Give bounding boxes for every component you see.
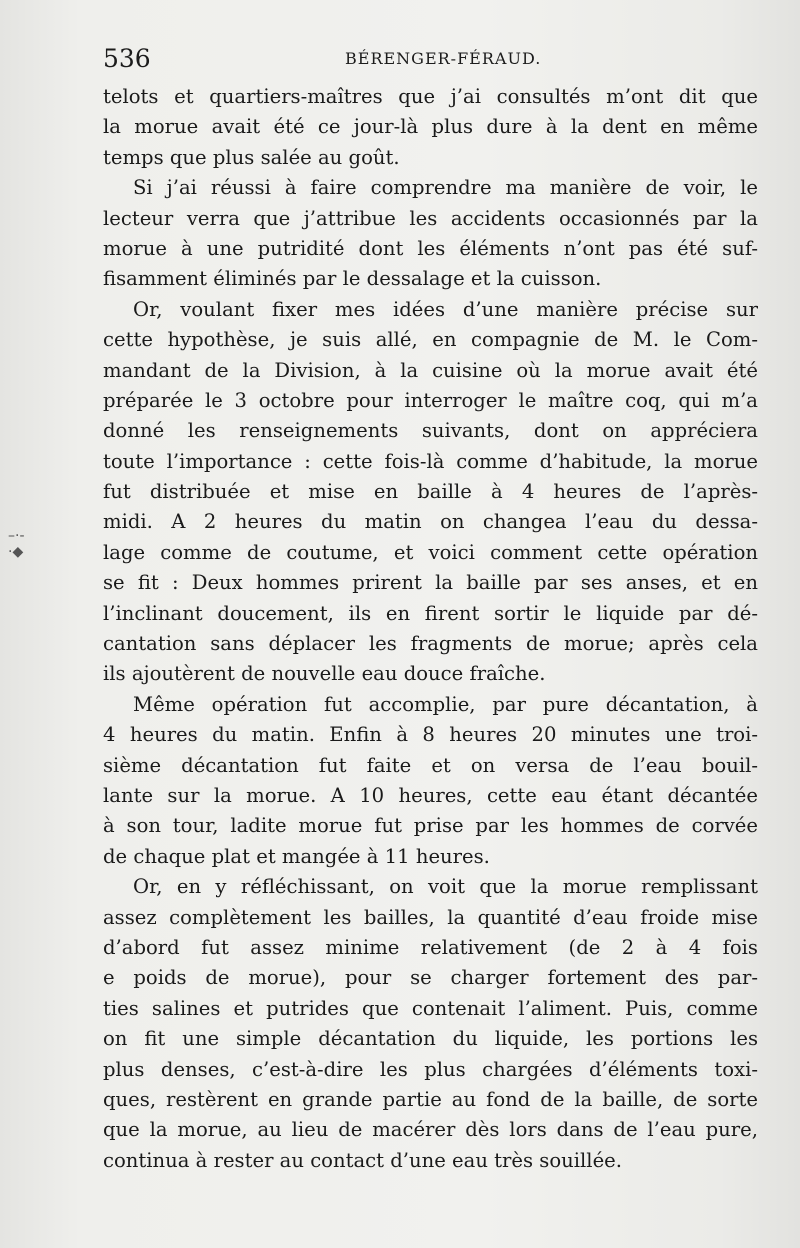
text-line: temps que plus salée au goût. [103, 145, 400, 169]
text-line: à son tour, ladite morue fut prise par les hommes de corvée [103, 814, 758, 838]
text-line: telots et quartiers-maîtres que j’ai consultés m’ont dit que [103, 85, 758, 108]
text-line: Même opération fut accomplie, par pure décantation, à [133, 692, 758, 716]
text-line: se fit : Deux hommes prirent la baille par ses anses, et en [103, 571, 758, 595]
text-line: mandant de la Division, à la cuisine où la morue avait été [103, 358, 758, 382]
text-line: assez complètement les bailles, la quantité d’eau froide mise [103, 905, 758, 929]
text-line: de chaque plat et mangée à 11 heures. [103, 844, 490, 868]
text-line: que la morue, au lieu de macérer dès lors dans de l’eau pure, [103, 1118, 758, 1142]
running-title: BÉRENGER-FÉRAUD. [345, 49, 542, 68]
page-number: 536 [103, 44, 151, 73]
margin-mark: –·-·◆ [8, 528, 25, 560]
text-line: lage comme de coutume, et voici comment cette opération [103, 540, 758, 564]
text-line: continua à rester au contact d’une eau très souillée. [103, 1148, 622, 1172]
text-line: préparée le 3 octobre pour interroger le maître coq, qui m’a [103, 388, 758, 412]
text-line: morue à une putridité dont les éléments n’ont pas été suf- [103, 236, 758, 260]
text-line: ties salines et putrides que contenait l’aliment. Puis, comme [103, 996, 758, 1020]
text-line: sième décantation fut faite et on versa de l’eau bouil- [103, 753, 758, 777]
text-line: 4 heures du matin. Enfin à 8 heures 20 minutes une troi- [103, 723, 758, 747]
text-line: donné les renseignements suivants, dont on appréciera [103, 419, 758, 443]
text-line: ils ajoutèrent de nouvelle eau douce fraîche. [103, 662, 546, 686]
body-text [103, 82, 758, 1176]
text-line: cette hypothèse, je suis allé, en compagnie de M. le Com- [103, 328, 758, 352]
text-line: fisamment éliminés par le dessalage et la cuisson. [103, 267, 602, 291]
page-header [103, 44, 755, 76]
text-line: d’abord fut assez minime relativement (de 2 à 4 fois [103, 935, 758, 959]
text-line: Or, en y réfléchissant, on voit que la morue remplissant [133, 875, 758, 899]
text-line: midi. A 2 heures du matin on changea l’eau du dessa- [103, 510, 758, 534]
text-line: on fit une simple décantation du liquide, les portions les [103, 1027, 758, 1051]
text-line: Si j’ai réussi à faire comprendre ma manière de voir, le [133, 176, 758, 200]
text-line: fut distribuée et mise en baille à 4 heures de l’après- [103, 480, 758, 504]
text-line: plus denses, c’est-à-dire les plus chargées d’éléments toxi- [103, 1057, 758, 1081]
text-line: Or, voulant fixer mes idées d’une manière précise sur [133, 297, 758, 321]
text-line: e poids de morue), pour se charger fortement des par- [103, 966, 758, 990]
text-line: ques, restèrent en grande partie au fond de la baille, de sorte [103, 1087, 758, 1111]
text-line: la morue avait été ce jour-là plus dure à la dent en même [103, 115, 758, 139]
text-line: cantation sans déplacer les fragments de morue; après cela [103, 632, 758, 656]
text-line: toute l’importance : cette fois-là comme d’habitude, la morue [103, 449, 758, 473]
text-line: lante sur la morue. A 10 heures, cette eau étant décantée [103, 783, 758, 807]
text-line: l’inclinant doucement, ils en firent sortir le liquide par dé- [103, 601, 758, 625]
text-line: lecteur verra que j’attribue les accidents occasionnés par la [103, 206, 758, 230]
